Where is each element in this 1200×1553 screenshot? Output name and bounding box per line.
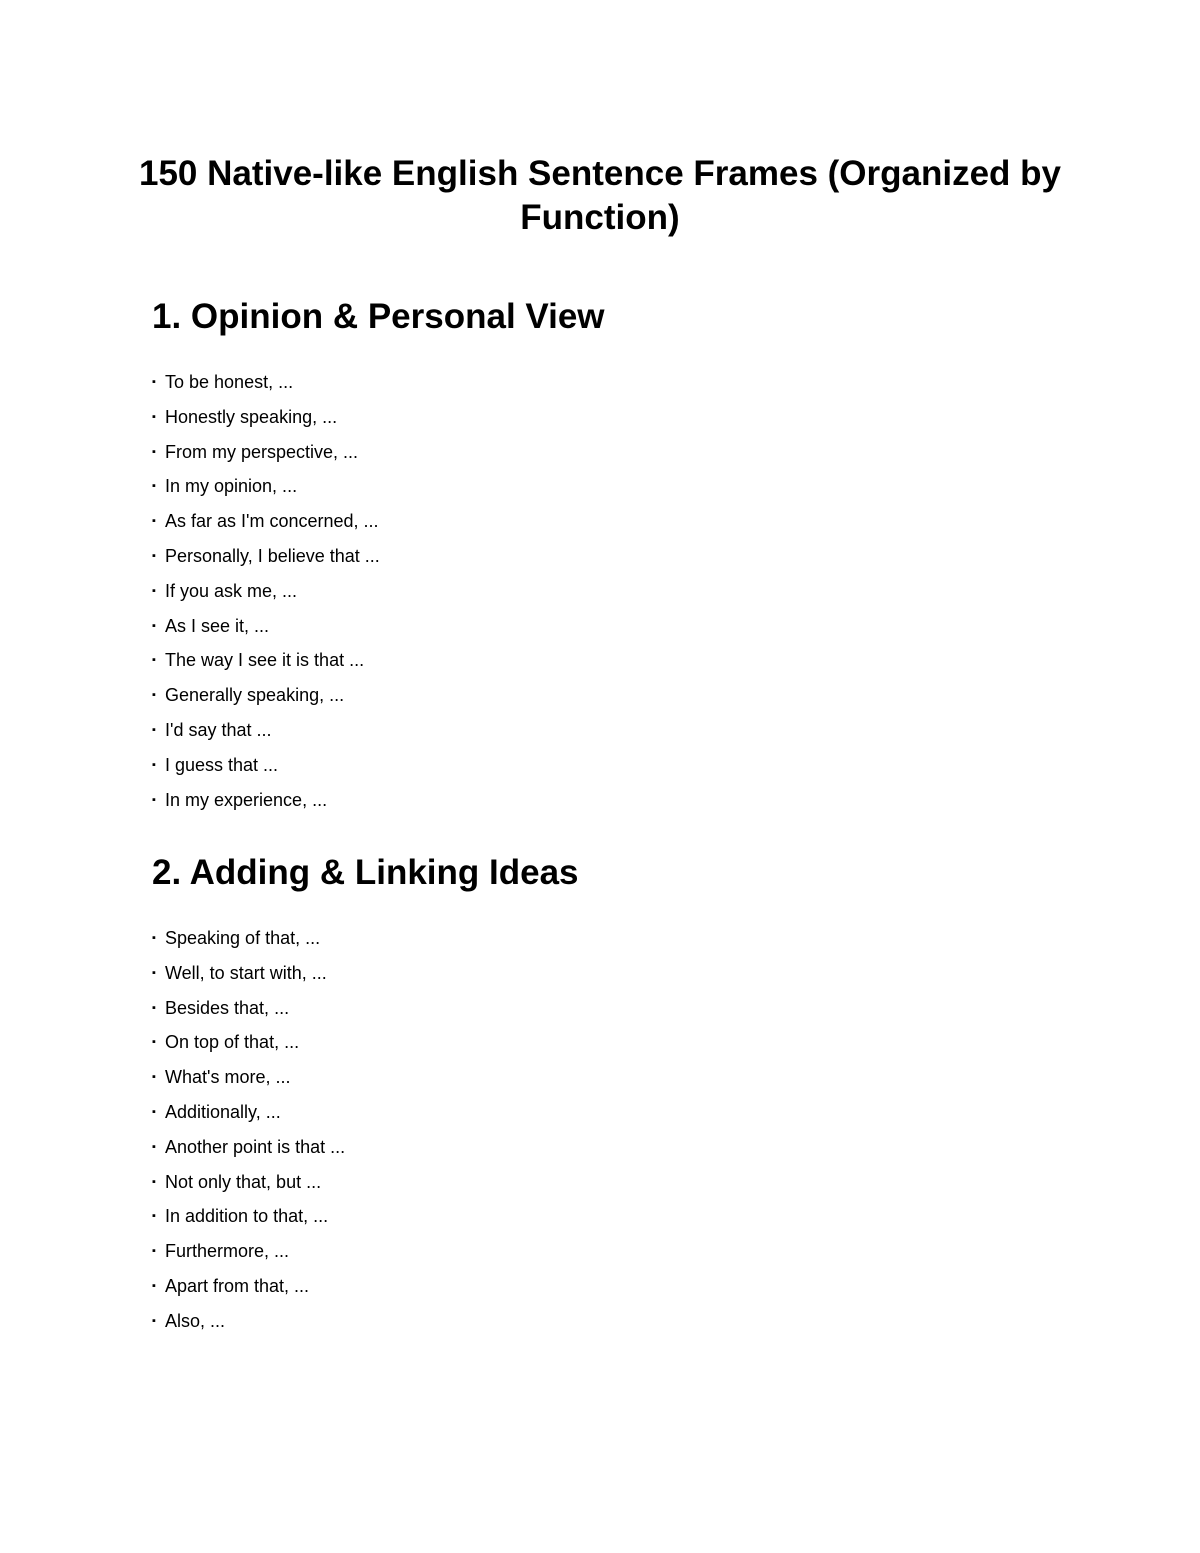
bullet-icon: ▪ — [152, 1105, 156, 1118]
list-item-text: To be honest, ... — [165, 372, 294, 392]
bullet-icon: ▪ — [152, 1245, 156, 1258]
list-item — [152, 609, 1052, 644]
list-item — [152, 1199, 1052, 1234]
list-item-text: Speaking of that, ... — [165, 928, 321, 948]
bullet-icon: ▪ — [152, 1140, 156, 1153]
list-item-text: Also, ... — [165, 1310, 226, 1331]
list-item-text: Not only that, but ... — [165, 1171, 322, 1192]
bullet-icon: ▪ — [152, 966, 156, 979]
list-item-text: In my experience, ... — [165, 789, 328, 810]
list-item-text: In addition to that, ... — [165, 1206, 329, 1227]
list-item — [152, 921, 1052, 956]
bullet-icon: ▪ — [152, 515, 156, 528]
bullet-icon: ▪ — [152, 1314, 156, 1327]
list-item-text: Well, to start with, ... — [165, 962, 327, 983]
list-item — [152, 574, 1052, 609]
list-item — [152, 1269, 1052, 1304]
list-item — [152, 643, 1052, 678]
bullet-icon: ▪ — [152, 758, 156, 771]
list-item — [152, 1025, 1052, 1060]
bullet-icon: ▪ — [152, 1036, 156, 1049]
bullet-icon: ▪ — [152, 932, 156, 944]
list-item-text: Generally speaking, ... — [165, 685, 345, 706]
list-item — [152, 1130, 1052, 1165]
list-item-text: What's more, ... — [165, 1067, 291, 1088]
sentence-frame-list — [152, 365, 1052, 817]
bullet-icon: ▪ — [152, 410, 156, 423]
list-item-text: From my perspective, ... — [165, 441, 359, 462]
section-heading: 1. Opinion & Personal View — [152, 297, 605, 336]
section-opinion — [152, 294, 1052, 817]
bullet-icon: ▪ — [152, 584, 156, 597]
bullet-icon: ▪ — [152, 619, 156, 632]
list-item — [152, 956, 1052, 991]
list-item-text: Honestly speaking, ... — [165, 406, 338, 427]
bullet-icon: ▪ — [152, 793, 156, 806]
list-item-text: Apart from that, ... — [165, 1275, 310, 1296]
section-heading: 2. Adding & Linking Ideas — [152, 853, 579, 892]
bullet-icon: ▪ — [152, 1071, 156, 1084]
bullet-icon: ▪ — [152, 376, 156, 388]
bullet-icon: ▪ — [152, 654, 156, 667]
bullet-icon: ▪ — [152, 549, 156, 562]
list-item — [152, 435, 1052, 470]
list-item-text: On top of that, ... — [165, 1032, 300, 1053]
list-item-text: Furthermore, ... — [165, 1241, 290, 1262]
bullet-icon: ▪ — [152, 1175, 156, 1188]
list-item — [152, 1304, 1052, 1339]
list-item — [152, 1060, 1052, 1095]
list-item-text: As I see it, ... — [165, 615, 270, 636]
list-item — [152, 504, 1052, 539]
list-item — [152, 469, 1052, 504]
list-item — [152, 1165, 1052, 1200]
list-item — [152, 400, 1052, 435]
list-item-text: If you ask me, ... — [165, 580, 298, 601]
list-item — [152, 539, 1052, 574]
document-title: 150 Native-like English Sentence Frames (Organized by Function) — [139, 154, 1061, 237]
list-item — [152, 1234, 1052, 1269]
bullet-icon: ▪ — [152, 1279, 156, 1292]
list-item-text: The way I see it is that ... — [165, 650, 365, 671]
list-item-text: Personally, I believe that ... — [165, 545, 380, 566]
bullet-icon: ▪ — [152, 1210, 156, 1223]
bullet-icon: ▪ — [152, 689, 156, 702]
list-item — [152, 365, 1052, 400]
bullet-icon: ▪ — [152, 723, 156, 736]
list-item-text: In my opinion, ... — [165, 476, 298, 497]
list-item-text: As far as I'm concerned, ... — [165, 511, 379, 532]
bullet-icon: ▪ — [152, 480, 156, 493]
list-item — [152, 783, 1052, 818]
list-item-text: Additionally, ... — [165, 1101, 281, 1122]
bullet-icon: ▪ — [152, 445, 156, 458]
bullet-icon: ▪ — [152, 1001, 156, 1014]
section-linking — [152, 850, 1052, 1339]
list-item — [152, 713, 1052, 748]
list-item — [152, 748, 1052, 783]
list-item — [152, 678, 1052, 713]
list-item-text: I'd say that ... — [165, 719, 272, 740]
list-item-text: Besides that, ... — [165, 997, 290, 1018]
list-item — [152, 991, 1052, 1026]
list-item — [152, 1095, 1052, 1130]
list-item-text: I guess that ... — [165, 754, 279, 775]
sentence-frame-list — [152, 921, 1052, 1339]
list-item-text: Another point is that ... — [165, 1136, 346, 1157]
